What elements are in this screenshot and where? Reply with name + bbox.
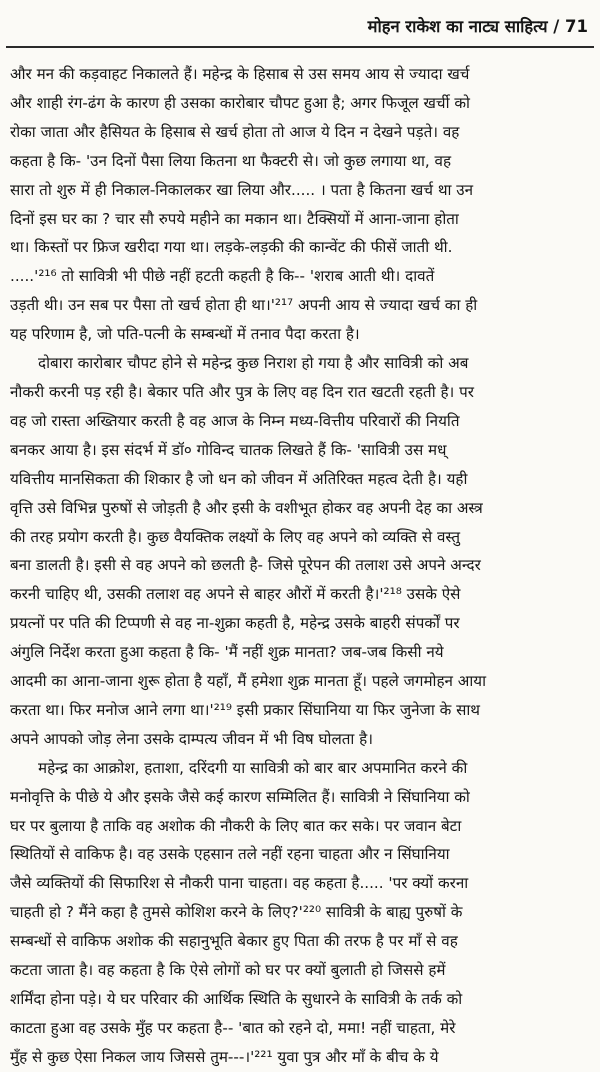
header-rule <box>6 46 594 48</box>
text-line: करता था। फिर मनोज आने लगा था।'²¹⁹ इसी प्रकार सिंघानिया या फिर जुनेजा के साथ <box>10 700 480 719</box>
text-line: बनकर आया है। इस संदर्भ में डॉ० गोविन्द चातक लिखते हैं कि- 'सावित्री उस मध् <box>10 440 447 459</box>
text-line: रोका जाता और हैसियत के हिसाब से खर्च होता तो आज ये दिन न देखने पड़ते। वह <box>10 122 460 141</box>
text-line: यह परिणाम है, जो पति-पत्नी के सम्बन्धों में तनाव पैदा करता है। <box>10 325 360 344</box>
text-line: सम्बन्धों से वाकिफ अशोक की सहानुभूति बेकार हुए पिता की तरफ है पर माँ से वह <box>10 932 458 951</box>
text-line: उड़ती थी। उन सब पर पैसा तो खर्च होता ही था।'²¹⁷ अपनी आय से ज्यादा खर्च का ही <box>10 296 478 315</box>
text-line: दिनों इस घर का ? चार सौ रुपये महीने का मकान था। टैक्सियों में आना-जाना होता <box>10 209 459 228</box>
text-line: .....'²¹⁶ तो सावित्री भी पीछे नहीं हटती कहती है कि-- 'शराब आती थी। दावतें <box>10 267 435 286</box>
text-line: और मन की कड़वाहट निकालते हैं। महेन्द्र के हिसाब से उस समय आय से ज्यादा खर्च <box>10 65 470 83</box>
text-line: चाहती हो ? मैंने कहा है तुमसे कोशिश करने के लिए?'²²⁰ सावित्री के बाह्य पुरुषों के <box>10 903 463 922</box>
text-line: शर्मिंदा होना पड़े। ये घर परिवार की आर्थिक स्थिति के सुधारने के सावित्री के तर्क को <box>10 990 463 1008</box>
text-line: की तरह प्रयोग करती है। कुछ वैयक्तिक लक्ष्यों के लिए वह अपने को व्यक्ति से वस्तु <box>10 527 460 546</box>
text-line: अपने आपको जोड़ लेना उसके दाम्पत्य जीवन में भी विष घोलता है। <box>10 729 373 748</box>
text-line: था। किस्तों पर फ्रिज खरीदा गया था। लड़के-लड़की की कान्वेंट की फीसें जाती थी. <box>10 238 453 257</box>
text-line: मुँह से कुछ ऐसा निकल जाय जिससे तुम---।'²²¹ युवा पुत्र और माँ के बीच के ये <box>10 1047 439 1066</box>
text-line: सारा तो शुरु में ही निकाल-निकालकर खा लिया और..... । पता है कितना खर्च था उन <box>10 180 474 199</box>
text-line: और शाही रंग-ढंग के कारण ही उसका कारोबार चौपट हुआ है; अगर फिजूल खर्ची को <box>10 93 470 112</box>
text-line: कहता है कि- 'उन दिनों पैसा लिया कितना था फैक्टरी से। जो कुछ लगाया था, वह <box>10 151 452 170</box>
text-line: मनोवृत्ति के पीछे ये और इसके जैसे कई कारण सम्मिलित हैं। सावित्री ने सिंघानिया को <box>10 787 470 806</box>
body-text <box>10 60 590 1072</box>
text-line: महेन्द्र का आक्रोश, हताशा, दरिंदगी या सावित्री को बार बार अपमानित करने की <box>38 758 468 777</box>
text-line: करनी चाहिए थी, उसकी तलाश वह अपने से बाहर औरों में करती है।'²¹⁸ उसके ऐसे <box>10 585 461 604</box>
running-header: मोहन राकेश का नाट्य साहित्य / 71 <box>367 17 588 36</box>
text-line: नौकरी करनी पड़ रही है। बेकार पति और पुत्र के लिए वह दिन रात खटती रहती है। पर <box>10 382 474 401</box>
text-line: वृत्ति उसे विभिन्न पुरुषों से जोड़ती है और इसी के वशीभूत होकर वह अपनी देह का अस्त्र <box>10 498 483 517</box>
text-line: दोबारा कारोबार चौपट होने से महेन्द्र कुछ निराश हो गया है और सावित्री को अब <box>38 354 469 373</box>
text-line: प्रयत्नों पर पति की टिप्पणी से वह ना-शुक्रा कहती है, महेन्द्र उसके बाहरी संपर्कों पर <box>10 614 460 633</box>
paragraph-1 <box>10 60 590 349</box>
paragraph-2 <box>10 349 590 754</box>
text-line: आदमी का आना-जाना शुरू होता है यहाँ, मैं हमेशा शुक्र मानता हूँ। पहले जगमोहन आया <box>10 672 487 691</box>
text-line: स्थितियों से वाकिफ है। वह उसके एहसान तले नहीं रहना चाहता और न सिंघानिया <box>10 845 450 864</box>
text-line: यवित्तीय मानसिकता की शिकार है जो धन को जीवन में अतिरिक्त महत्व देती है। यही <box>10 469 468 488</box>
text-line: कटता जाता है। वह कहता है कि ऐसे लोगों को घर पर क्यों बुलाती हो जिससे हमें <box>10 961 446 980</box>
text-line: काटता हुआ वह उसके मुँह पर कहता है-- 'बात को रहने दो, ममा! नहीं चाहता, मेरे <box>10 1018 456 1037</box>
text-line: अंगुलि निर्देश करता हुआ कहता है कि- 'मैं नहीं शुक्र मानता? जब-जब किसी नये <box>10 643 444 662</box>
text-line: वह जो रास्ता अख्तियार करती है वह आज के निम्न मध्य-वित्तीय परिवारों की नियति <box>10 411 460 430</box>
text-line: जैसे व्यक्तियों की सिफारिश से नौकरी पाना चाहता। वह कहता है..... 'पर क्यों करना <box>10 874 469 893</box>
text-line: घर पर बुलाया है ताकि वह अशोक की नौकरी के लिए बात कर सके। पर जवान बेटा <box>10 816 462 835</box>
paragraph-3 <box>10 754 590 1072</box>
text-line: बना डालती है। इसी से वह अपने को छलती है- जिसे पूरेपन की तलाश उसे अपने अन्दर <box>10 556 481 575</box>
